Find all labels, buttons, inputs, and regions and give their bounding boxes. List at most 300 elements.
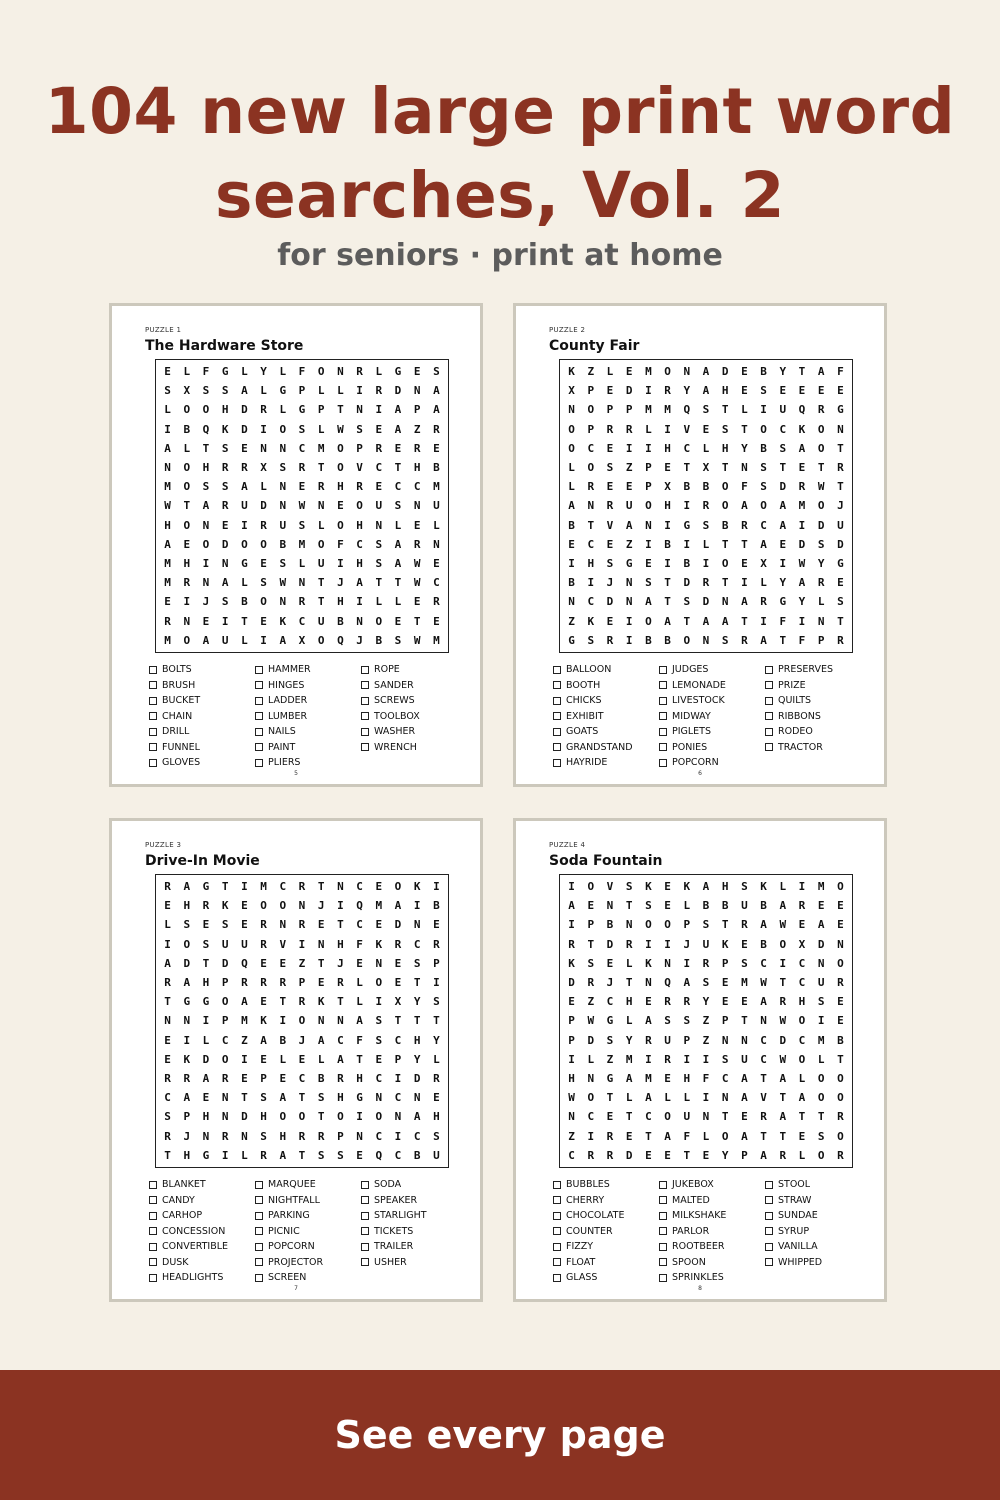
checkbox-icon[interactable]	[659, 1243, 667, 1251]
checkbox-icon[interactable]	[149, 697, 157, 705]
word-list-item[interactable]	[361, 1224, 467, 1240]
grid-letter: I	[375, 995, 383, 1009]
checkbox-icon[interactable]	[149, 712, 157, 720]
checkbox-icon[interactable]	[149, 681, 157, 689]
grid-letter: R	[741, 518, 748, 532]
word-list-item[interactable]	[659, 693, 765, 709]
grid-letter: P	[298, 384, 306, 398]
grid-letter: I	[664, 518, 671, 532]
word-list-item[interactable]	[765, 1177, 871, 1193]
grid-letter: N	[413, 499, 421, 513]
checkbox-icon[interactable]	[553, 1212, 561, 1220]
word-list-item[interactable]	[659, 1239, 765, 1255]
grid-letter: T	[837, 614, 844, 628]
checkbox-icon[interactable]	[149, 1212, 157, 1220]
grid-letter: R	[779, 1148, 787, 1162]
word-list-item[interactable]	[255, 755, 361, 771]
checkbox-icon[interactable]	[659, 1274, 667, 1282]
word-list-item[interactable]	[361, 1193, 467, 1209]
checkbox-icon[interactable]	[765, 1181, 773, 1189]
grid-letter: I	[568, 918, 575, 932]
grid-letter: P	[317, 403, 325, 417]
grid-letter: R	[606, 1129, 614, 1143]
word-list-item[interactable]	[149, 740, 255, 756]
grid-letter: E	[568, 537, 575, 551]
grid-letter: I	[337, 557, 344, 571]
grid-letter: C	[394, 1091, 402, 1105]
word-list-item[interactable]	[553, 693, 659, 709]
checkbox-icon[interactable]	[255, 712, 263, 720]
checkbox-icon[interactable]	[361, 1212, 369, 1220]
checkbox-icon[interactable]	[765, 712, 773, 720]
grid-letter: O	[183, 461, 191, 475]
word-list-item[interactable]	[255, 693, 361, 709]
grid-letter: E	[837, 576, 844, 590]
grid-letter: N	[279, 441, 287, 455]
puzzle-label: PUZZLE 1	[145, 326, 182, 334]
grid-letter: N	[183, 614, 191, 628]
grid-letter: E	[837, 384, 844, 398]
word-list-item[interactable]	[255, 740, 361, 756]
grid-letter: T	[317, 576, 325, 590]
word-list-item[interactable]	[149, 1255, 255, 1271]
checkbox-icon[interactable]	[765, 728, 773, 736]
grid-letter: S	[202, 384, 210, 398]
grid-letter: J	[606, 976, 614, 990]
grid-letter: C	[798, 956, 806, 970]
checkbox-icon[interactable]	[553, 681, 561, 689]
grid-letter: L	[760, 576, 767, 590]
grid-letter: A	[625, 518, 633, 532]
checkbox-icon[interactable]	[149, 728, 157, 736]
grid-letter: L	[817, 1052, 825, 1066]
checkbox-icon[interactable]	[255, 743, 263, 751]
word-list-item[interactable]	[361, 709, 467, 725]
puzzle-label: PUZZLE 2	[549, 326, 586, 334]
checkbox-icon[interactable]	[553, 1258, 561, 1266]
word-list-item[interactable]	[149, 709, 255, 725]
checkbox-icon[interactable]	[765, 697, 773, 705]
grid-letter: C	[760, 1033, 767, 1047]
word-text: PROJECTOR	[268, 1256, 324, 1268]
grid-letter: N	[645, 518, 652, 532]
grid-letter: S	[279, 557, 287, 571]
checkbox-icon[interactable]	[659, 759, 667, 767]
checkbox-icon[interactable]	[361, 1196, 369, 1204]
word-list-item[interactable]	[553, 1239, 659, 1255]
grid-letter: L	[394, 518, 402, 532]
word-list-item[interactable]	[553, 1255, 659, 1271]
word-list-item[interactable]	[553, 1224, 659, 1240]
grid-letter: T	[683, 1148, 691, 1162]
checkbox-icon[interactable]	[149, 1181, 157, 1189]
checkbox-icon[interactable]	[149, 759, 157, 767]
grid-letter: E	[241, 1072, 248, 1086]
word-list-item[interactable]	[765, 1224, 871, 1240]
grid-letter: M	[164, 480, 171, 494]
checkbox-icon[interactable]	[361, 697, 369, 705]
grid-letter: A	[817, 365, 825, 379]
word-list-item[interactable]	[361, 1208, 467, 1224]
checkbox-icon[interactable]	[255, 759, 263, 767]
grid-letter: L	[606, 365, 614, 379]
word-list-item[interactable]	[255, 1193, 361, 1209]
checkbox-icon[interactable]	[553, 1243, 561, 1251]
grid-letter: N	[298, 576, 306, 590]
grid-letter: I	[568, 557, 575, 571]
grid-letter: H	[721, 384, 729, 398]
grid-letter: S	[433, 1129, 440, 1143]
grid-letter: H	[625, 995, 633, 1009]
word-list-item[interactable]	[149, 724, 255, 740]
checkbox-icon[interactable]	[553, 712, 561, 720]
grid-letter: Y	[779, 365, 787, 379]
word-list-item[interactable]	[361, 1177, 467, 1193]
checkbox-icon[interactable]	[659, 697, 667, 705]
grid-letter: W	[279, 576, 287, 590]
word-text: FLOAT	[566, 1256, 596, 1268]
checkbox-icon[interactable]	[361, 728, 369, 736]
word-list-item[interactable]	[149, 678, 255, 694]
checkbox-icon[interactable]	[255, 666, 263, 674]
grid-letter: T	[798, 365, 806, 379]
grid-letter: L	[741, 403, 748, 417]
checkbox-icon[interactable]	[361, 1258, 369, 1266]
word-list-item[interactable]	[553, 1270, 659, 1286]
checkbox-icon[interactable]	[659, 712, 667, 720]
checkbox-icon[interactable]	[659, 666, 667, 674]
grid-letter: R	[798, 480, 806, 494]
checkbox-icon[interactable]	[553, 1227, 561, 1235]
checkbox-icon[interactable]	[765, 1212, 773, 1220]
grid-letter: A	[741, 499, 748, 513]
checkbox-icon[interactable]	[659, 1212, 667, 1220]
grid-letter: W	[760, 976, 767, 990]
grid-letter: G	[298, 403, 306, 417]
word-list-item[interactable]	[255, 1239, 361, 1255]
grid-letter: I	[241, 1052, 248, 1066]
word-text: LUMBER	[268, 710, 308, 722]
word-list-item[interactable]	[553, 678, 659, 694]
grid-letter: O	[337, 461, 344, 475]
checkbox-icon[interactable]	[149, 1227, 157, 1235]
grid-letter: E	[741, 1110, 748, 1124]
grid-letter: O	[760, 422, 767, 436]
word-list-item[interactable]	[149, 693, 255, 709]
checkbox-icon[interactable]	[659, 1196, 667, 1204]
checkbox-icon[interactable]	[149, 1274, 157, 1282]
puzzle-label: PUZZLE 4	[549, 841, 586, 849]
grid-letter: O	[317, 633, 325, 647]
grid-letter: I	[568, 880, 575, 894]
grid-letter: S	[721, 633, 729, 647]
grid-letter: S	[298, 422, 306, 436]
grid-letter: T	[221, 880, 229, 894]
word-list-item[interactable]	[149, 755, 255, 771]
grid-letter: F	[741, 480, 748, 494]
grid-letter: T	[337, 995, 344, 1009]
grid-letter: I	[221, 614, 229, 628]
word-list-item[interactable]	[361, 740, 467, 756]
word-list-item[interactable]	[149, 1270, 255, 1286]
grid-letter: I	[683, 956, 691, 970]
grid-letter: E	[413, 518, 421, 532]
grid-letter: U	[433, 1148, 440, 1162]
grid-letter: O	[317, 365, 325, 379]
grid-letter: I	[241, 880, 248, 894]
word-list-item[interactable]	[765, 724, 871, 740]
grid-letter: N	[298, 899, 306, 913]
word-text: BRUSH	[162, 679, 196, 691]
word-list-item[interactable]	[765, 1208, 871, 1224]
checkbox-icon[interactable]	[553, 1181, 561, 1189]
checkbox-icon[interactable]	[659, 1258, 667, 1266]
grid-letter: H	[664, 441, 671, 455]
grid-letter: P	[721, 956, 729, 970]
word-list-item[interactable]	[255, 1177, 361, 1193]
grid-letter: E	[337, 499, 344, 513]
grid-letter: N	[817, 614, 825, 628]
word-list-item[interactable]	[659, 740, 765, 756]
word-list-item[interactable]	[361, 724, 467, 740]
grid-letter: R	[568, 937, 575, 951]
checkbox-icon[interactable]	[765, 681, 773, 689]
word-list-item[interactable]	[553, 1193, 659, 1209]
grid-letter: R	[413, 537, 421, 551]
grid-letter: N	[817, 956, 825, 970]
checkbox-icon[interactable]	[659, 1181, 667, 1189]
grid-letter: K	[375, 937, 383, 951]
grid-letter: O	[337, 518, 344, 532]
footer-banner[interactable]	[0, 1370, 1000, 1500]
grid-letter: L	[625, 956, 633, 970]
word-list-item[interactable]	[553, 709, 659, 725]
word-list-item[interactable]	[149, 1224, 255, 1240]
grid-letter: R	[183, 1072, 191, 1086]
checkbox-icon[interactable]	[255, 1243, 263, 1251]
grid-letter: C	[413, 937, 421, 951]
checkbox-icon[interactable]	[765, 1227, 773, 1235]
checkbox-icon[interactable]	[149, 1243, 157, 1251]
word-list-item[interactable]	[149, 1177, 255, 1193]
see-every-page-button[interactable]: See every page	[334, 1413, 666, 1457]
checkbox-icon[interactable]	[553, 759, 561, 767]
grid-letter: D	[241, 403, 248, 417]
word-list-item[interactable]	[659, 1208, 765, 1224]
word-list-item[interactable]	[361, 678, 467, 694]
grid-letter: L	[260, 480, 267, 494]
grid-letter: D	[260, 499, 267, 513]
grid-letter: U	[817, 976, 825, 990]
checkbox-icon[interactable]	[149, 1258, 157, 1266]
grid-letter: C	[356, 918, 363, 932]
word-list-item[interactable]	[659, 1193, 765, 1209]
word-list-item[interactable]	[659, 678, 765, 694]
word-list-item[interactable]	[255, 1224, 361, 1240]
word-list-item[interactable]	[149, 1193, 255, 1209]
checkbox-icon[interactable]	[361, 712, 369, 720]
checkbox-icon[interactable]	[255, 1196, 263, 1204]
word-list-item[interactable]	[659, 724, 765, 740]
checkbox-icon[interactable]	[255, 681, 263, 689]
word-text: GRANDSTAND	[566, 741, 633, 753]
word-list-item[interactable]	[765, 662, 871, 678]
grid-letter: K	[317, 995, 325, 1009]
checkbox-icon[interactable]	[553, 728, 561, 736]
word-list-item[interactable]	[765, 678, 871, 694]
checkbox-icon[interactable]	[361, 1181, 369, 1189]
checkbox-icon[interactable]	[765, 1258, 773, 1266]
word-text: DUSK	[162, 1256, 189, 1268]
word-list-item[interactable]	[149, 662, 255, 678]
word-list-item[interactable]	[659, 1177, 765, 1193]
grid-letter: E	[664, 880, 671, 894]
word-list-item[interactable]	[255, 1208, 361, 1224]
grid-letter: K	[721, 937, 729, 951]
checkbox-icon[interactable]	[255, 1181, 263, 1189]
checkbox-icon[interactable]	[361, 681, 369, 689]
word-list-item[interactable]	[765, 1239, 871, 1255]
grid-letter: I	[202, 557, 210, 571]
grid-letter: T	[664, 576, 671, 590]
word-list-item[interactable]	[255, 1270, 361, 1286]
grid-letter: A	[337, 1052, 344, 1066]
checkbox-icon[interactable]	[149, 1196, 157, 1204]
grid-letter: P	[298, 976, 306, 990]
grid-letter: O	[837, 1072, 844, 1086]
word-list-item[interactable]	[553, 1208, 659, 1224]
grid-letter: S	[298, 518, 306, 532]
word-list-item[interactable]	[553, 724, 659, 740]
word-list-item[interactable]	[659, 1224, 765, 1240]
grid-letter: A	[741, 1072, 748, 1086]
word-list-item[interactable]	[659, 662, 765, 678]
checkbox-icon[interactable]	[659, 1227, 667, 1235]
puzzle-title: Drive-In Movie	[145, 853, 260, 869]
word-list-item[interactable]	[361, 693, 467, 709]
grid-letter: H	[279, 1129, 287, 1143]
word-list-item[interactable]	[765, 693, 871, 709]
word-list-item[interactable]	[553, 1177, 659, 1193]
grid-letter: B	[645, 633, 652, 647]
grid-letter: O	[645, 499, 652, 513]
checkbox-icon[interactable]	[553, 666, 561, 674]
word-text: PAINT	[268, 741, 296, 753]
grid-letter: A	[394, 557, 402, 571]
grid-letter: A	[568, 899, 575, 913]
word-list-item[interactable]	[553, 755, 659, 771]
grid-letter: C	[721, 1072, 729, 1086]
grid-letter: N	[279, 918, 287, 932]
word-list-item[interactable]	[659, 1270, 765, 1286]
word-list-item[interactable]	[255, 1255, 361, 1271]
checkbox-icon[interactable]	[255, 1227, 263, 1235]
grid-letter: E	[606, 537, 614, 551]
word-list-item[interactable]	[765, 740, 871, 756]
checkbox-icon[interactable]	[765, 1196, 773, 1204]
grid-letter: B	[664, 633, 671, 647]
checkbox-icon[interactable]	[361, 666, 369, 674]
checkbox-icon[interactable]	[255, 728, 263, 736]
checkbox-icon[interactable]	[765, 1243, 773, 1251]
word-list-item[interactable]	[255, 724, 361, 740]
checkbox-icon[interactable]	[361, 743, 369, 751]
grid-letter: N	[568, 403, 575, 417]
word-list-item[interactable]	[659, 1255, 765, 1271]
word-list-item[interactable]	[255, 662, 361, 678]
grid-letter: J	[356, 633, 363, 647]
word-list-item[interactable]	[255, 678, 361, 694]
checkbox-icon[interactable]	[765, 743, 773, 751]
grid-letter: D	[568, 976, 575, 990]
grid-letter: P	[683, 1033, 691, 1047]
word-list-item[interactable]	[361, 662, 467, 678]
checkbox-icon[interactable]	[553, 1196, 561, 1204]
checkbox-icon[interactable]	[361, 1227, 369, 1235]
grid-letter: W	[413, 633, 421, 647]
checkbox-icon[interactable]	[765, 666, 773, 674]
grid-letter: O	[279, 1110, 287, 1124]
grid-letter: N	[317, 1014, 325, 1028]
grid-letter: D	[625, 1148, 633, 1162]
puzzle-card-4	[513, 818, 887, 1302]
grid-letter: S	[433, 365, 440, 379]
word-list-item[interactable]	[149, 1208, 255, 1224]
grid-letter: E	[375, 480, 383, 494]
word-list-item[interactable]	[765, 1193, 871, 1209]
grid-letter: T	[817, 1110, 825, 1124]
grid-letter: T	[317, 461, 325, 475]
grid-letter: C	[587, 441, 595, 455]
grid-letter: L	[356, 995, 363, 1009]
checkbox-icon[interactable]	[659, 728, 667, 736]
grid-letter: B	[760, 937, 767, 951]
word-list-item[interactable]	[149, 1239, 255, 1255]
grid-letter: Q	[241, 956, 248, 970]
checkbox-icon[interactable]	[149, 743, 157, 751]
word-list-item[interactable]	[765, 709, 871, 725]
checkbox-icon[interactable]	[149, 666, 157, 674]
word-list-item[interactable]	[361, 1255, 467, 1271]
grid-letter: R	[760, 1110, 767, 1124]
word-list-item[interactable]	[255, 709, 361, 725]
grid-letter: T	[683, 614, 691, 628]
word-list-item[interactable]	[361, 1239, 467, 1255]
checkbox-icon[interactable]	[553, 697, 561, 705]
grid-letter: E	[279, 956, 287, 970]
checkbox-icon[interactable]	[255, 1274, 263, 1282]
checkbox-icon[interactable]	[553, 1274, 561, 1282]
checkbox-icon[interactable]	[553, 743, 561, 751]
headline-line-2: searches, Vol. 2	[215, 159, 785, 232]
word-list-item[interactable]	[553, 740, 659, 756]
word-list-item[interactable]	[553, 662, 659, 678]
checkbox-icon[interactable]	[659, 743, 667, 751]
grid-letter: S	[375, 537, 383, 551]
grid-letter: D	[721, 365, 729, 379]
checkbox-icon[interactable]	[255, 1212, 263, 1220]
checkbox-icon[interactable]	[255, 1258, 263, 1266]
word-list-item[interactable]	[659, 709, 765, 725]
checkbox-icon[interactable]	[255, 697, 263, 705]
checkbox-icon[interactable]	[361, 1243, 369, 1251]
grid-letter: N	[568, 595, 575, 609]
grid-letter: I	[625, 633, 633, 647]
word-list-item[interactable]	[659, 755, 765, 771]
word-list-item[interactable]	[765, 1255, 871, 1271]
checkbox-icon[interactable]	[659, 681, 667, 689]
grid-letter: U	[317, 614, 325, 628]
